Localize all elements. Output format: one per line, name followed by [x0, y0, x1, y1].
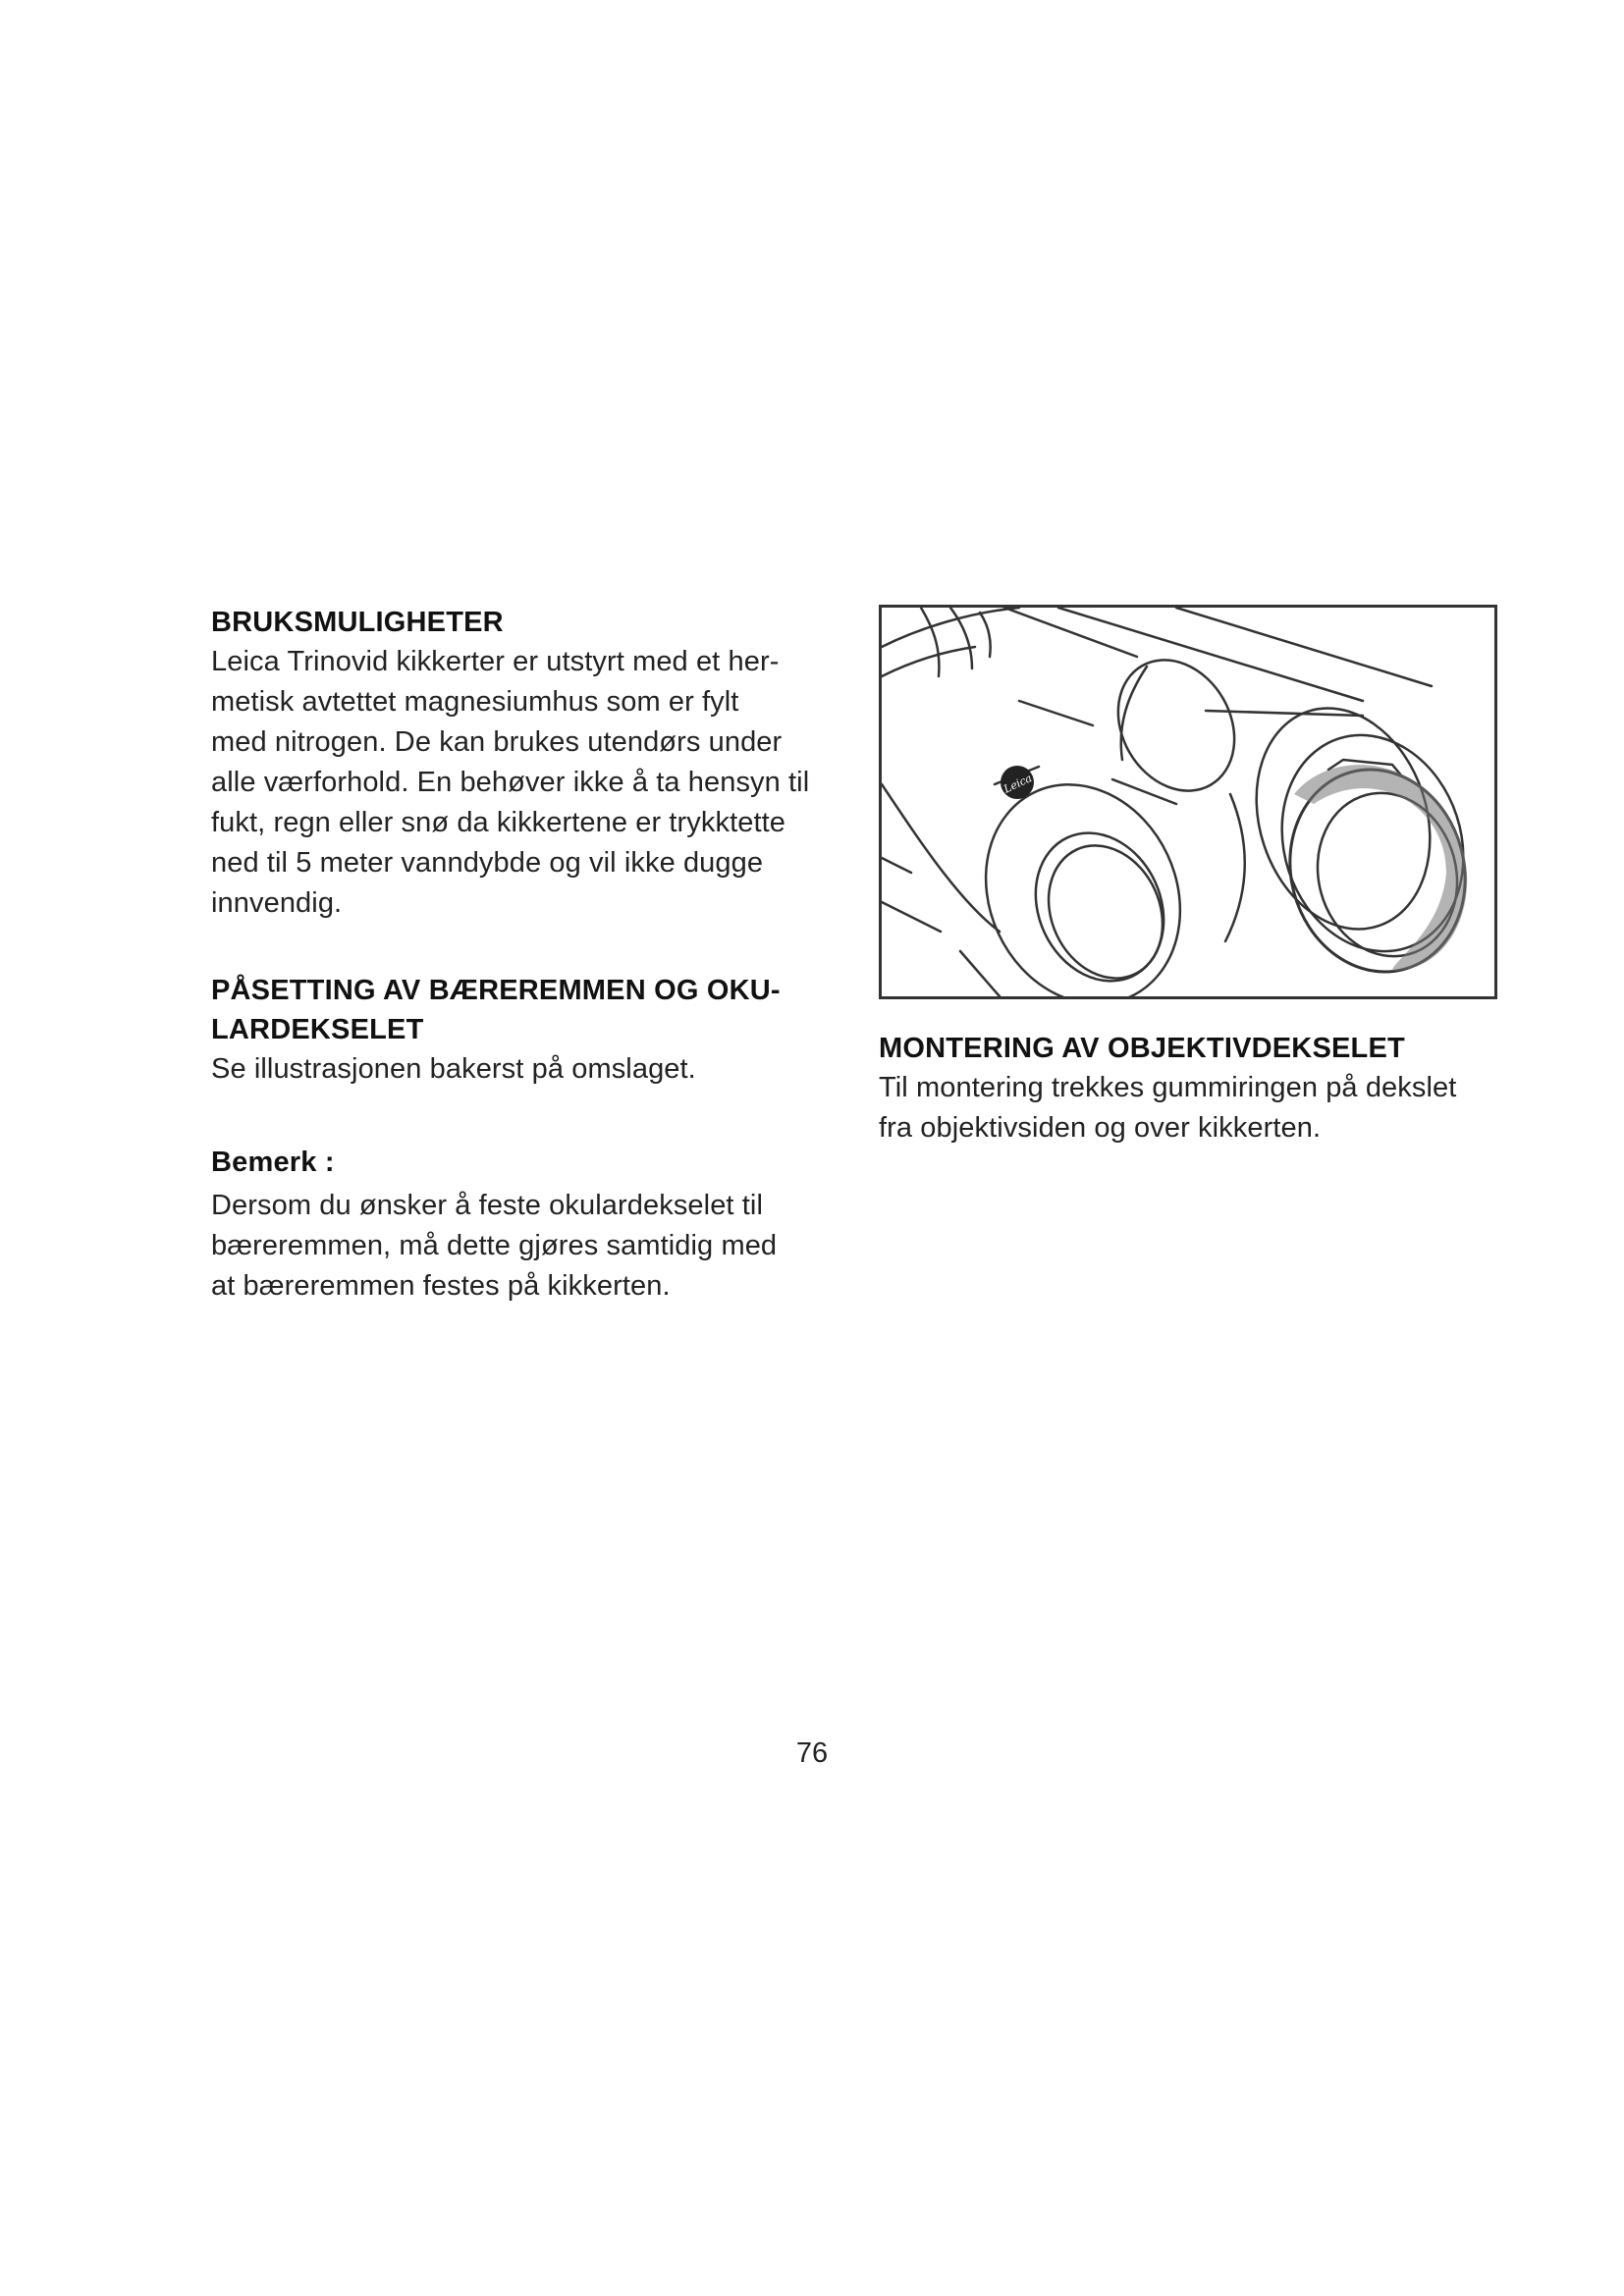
text-line: Dersom du ønsker å feste okulardekselet til	[211, 1190, 763, 1221]
text-line: metisk avtettet magnesiumhus som er fylt	[211, 686, 739, 718]
leica-logo-text: Leica	[1001, 772, 1035, 796]
text-line: at bæreremmen festes på kikkerten.	[211, 1270, 671, 1302]
text-line: Til montering trekkes gummiringen på dekslet	[879, 1072, 1457, 1103]
heading-line: LARDEKSELET	[211, 1014, 424, 1045]
text-line: bæreremmen, må dette gjøres samtidig med	[211, 1230, 778, 1261]
heading-bruksmuligheter: BRUKSMULIGHETER	[211, 607, 504, 638]
section-paasetting	[211, 971, 820, 1090]
binoculars-illustration	[879, 605, 1497, 999]
paragraph-bruksmuligheter	[211, 642, 820, 924]
text-line: fra objektivsiden og over kikkerten.	[879, 1112, 1322, 1144]
text-line: Leica Trinovid kikkerter er utstyrt med et her-	[211, 646, 780, 677]
section-bruksmuligheter	[211, 603, 820, 924]
page-number: 76	[795, 1737, 829, 1769]
text-line: med nitrogen. De kan brukes utendørs under	[211, 726, 783, 758]
text-line: Se illustrasjonen bakerst på omslaget.	[211, 1053, 696, 1085]
binoculars-drawing	[882, 608, 1494, 996]
heading-montering: MONTERING AV OBJEKTIVDEKSELET	[879, 1033, 1405, 1064]
heading-paasetting	[211, 971, 820, 1049]
paragraph-paasetting	[211, 1049, 820, 1090]
paragraph-bemerk	[211, 1186, 820, 1307]
text-line: ned til 5 meter vanndybde og vil ikke dugge	[211, 847, 764, 879]
right-column	[879, 605, 1497, 1148]
text-line: alle værforhold. En behøver ikke å ta hensyn til	[211, 767, 810, 798]
text-line: fukt, regn eller snø da kikkertene er trykktette	[211, 807, 786, 838]
text-line: innvendig.	[211, 887, 343, 919]
paragraph-montering	[879, 1068, 1497, 1148]
heading-bemerk: Bemerk :	[211, 1147, 335, 1178]
left-column	[211, 603, 820, 1307]
section-bemerk	[211, 1143, 820, 1307]
heading-line: PÅSETTING AV BÆREREMMEN OG OKU-	[211, 975, 781, 1006]
